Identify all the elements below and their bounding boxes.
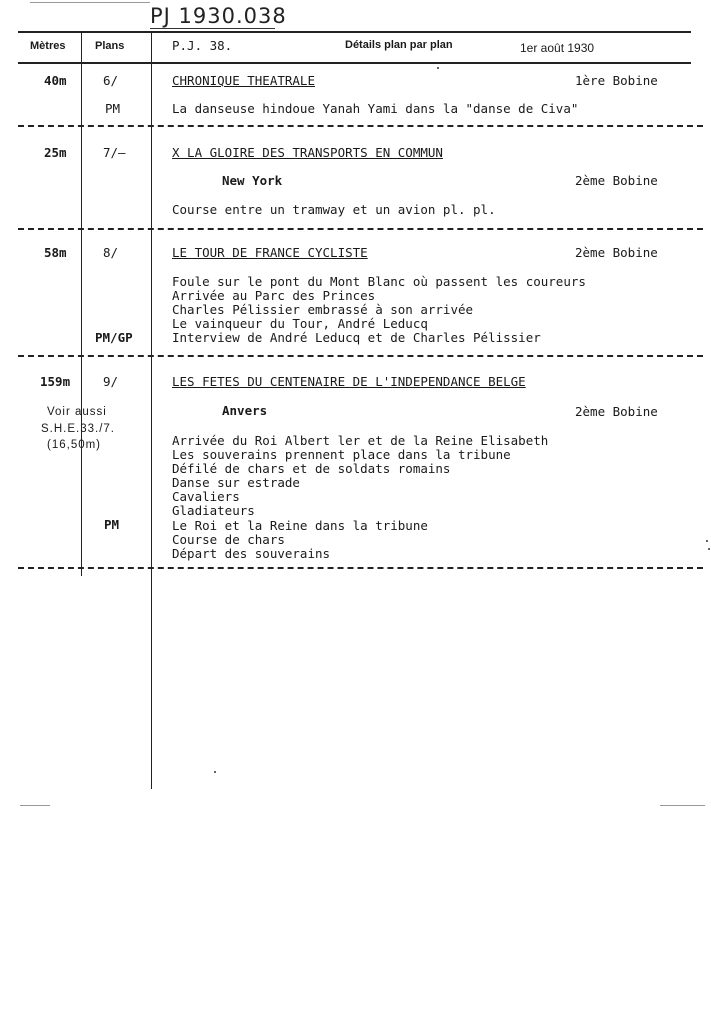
section-metres: 25m: [44, 145, 67, 160]
scan-speck: [437, 67, 439, 69]
header-metres: Mètres: [30, 40, 66, 52]
section-metres: 58m: [44, 245, 67, 260]
section-title: LE TOUR DE FRANCE CYCLISTE: [172, 245, 368, 260]
section-bobine: 2ème Bobine: [575, 173, 658, 188]
column-rule-metres: [81, 31, 82, 576]
top-rule: [18, 31, 691, 33]
header-reference: P.J. 38.: [172, 38, 233, 53]
scan-speck: [706, 540, 708, 542]
shot-description: Gladiateurs: [172, 503, 255, 518]
section-subtitle: New York: [222, 173, 283, 188]
handwritten-reference: PJ 1930.038: [150, 4, 287, 28]
header-rule: [18, 62, 691, 64]
see-also-note: Voir aussi: [47, 406, 107, 418]
scan-stray-line: [30, 2, 150, 3]
shot-description: Course de chars: [172, 532, 285, 547]
shot-description: Arrivée au Parc des Princes: [172, 288, 376, 303]
column-rule-plans: [151, 31, 152, 789]
shot-plan-type: PM: [104, 517, 120, 532]
shot-description: Défilé de chars et de soldats romains: [172, 461, 451, 476]
section-bobine: 1ère Bobine: [575, 73, 658, 88]
section-plan-number: 6/: [103, 73, 119, 88]
shot-plan-type: PM/GP: [95, 330, 133, 345]
header-date: 1er août 1930: [520, 41, 595, 55]
header-details: Détails plan par plan: [345, 39, 453, 51]
shot-description: Interview de André Leducq et de Charles Pélissier: [172, 330, 541, 345]
shot-description: Le Roi et la Reine dans la tribune: [172, 518, 428, 533]
section-metres: 159m: [40, 374, 71, 389]
shot-description: Foule sur le pont du Mont Blanc où passent les coureurs: [172, 274, 586, 289]
handwritten-underline: [150, 28, 275, 29]
see-also-length: (16,50m): [47, 439, 102, 451]
section-title: LES FETES DU CENTENAIRE DE L'INDEPENDANCE BELGE: [172, 374, 526, 389]
section-subtitle: Anvers: [222, 403, 268, 418]
shot-description: Course entre un tramway et un avion pl. pl.: [172, 202, 496, 217]
scan-speck: [708, 548, 710, 550]
section-divider: [18, 567, 703, 569]
shot-description: Le vainqueur du Tour, André Leducq: [172, 316, 428, 331]
shot-description: Départ des souverains: [172, 546, 331, 561]
section-divider: [18, 355, 703, 357]
section-bobine: 2ème Bobine: [575, 245, 658, 260]
header-plans: Plans: [95, 40, 125, 52]
shot-description: La danseuse hindoue Yanah Yami dans la "danse de Civa": [172, 101, 579, 116]
section-plan-number: 9/: [103, 374, 119, 389]
scan-speck: [214, 771, 216, 773]
scan-stray-line: [660, 805, 705, 806]
shot-description: Arrivée du Roi Albert ler et de la Reine Elisabeth: [172, 433, 549, 448]
section-divider: [18, 125, 703, 127]
section-bobine: 2ème Bobine: [575, 404, 658, 419]
shot-description: Charles Pélissier embrassé à son arrivée: [172, 302, 474, 317]
section-divider: [18, 228, 703, 230]
shot-description: Danse sur estrade: [172, 475, 300, 490]
see-also-reference: S.H.E.33./7.: [41, 423, 116, 435]
section-metres: 40m: [44, 73, 67, 88]
scan-stray-line: [20, 805, 50, 806]
shot-plan-type: PM: [105, 101, 121, 116]
shot-description: Les souverains prennent place dans la tribune: [172, 447, 511, 462]
section-plan-number: 7/—: [103, 145, 126, 160]
section-title: CHRONIQUE THEATRALE: [172, 73, 315, 88]
section-title: X LA GLOIRE DES TRANSPORTS EN COMMUN: [172, 145, 443, 160]
shot-description: Cavaliers: [172, 489, 240, 504]
section-plan-number: 8/: [103, 245, 119, 260]
